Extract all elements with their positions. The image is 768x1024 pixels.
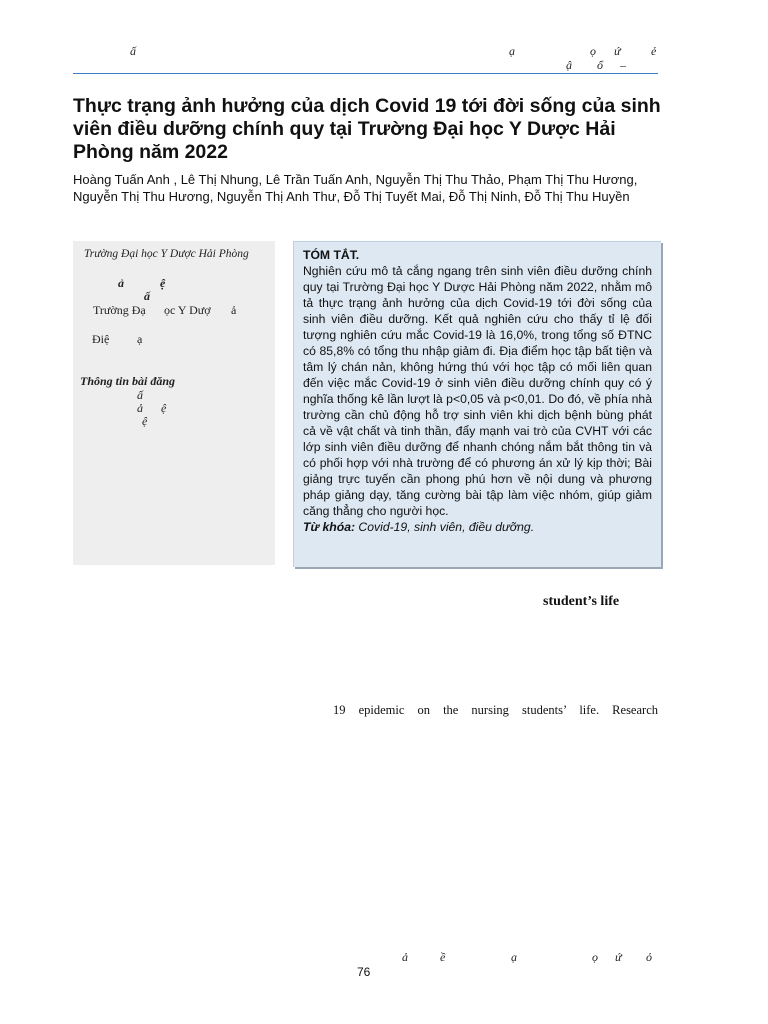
footer-fragment: ọ [592,950,598,964]
sidebar-fragment: ả [137,401,143,415]
keywords [303,519,652,535]
footer-fragment: ả [402,950,408,964]
english-title-fragment: student’s life [543,594,620,609]
sidebar-fragment: ọc Y Dượ [164,303,211,317]
header-fragment: ấ [130,44,136,58]
sidebar-fragment: ấ [144,289,150,303]
header-fragment: ọ [590,44,596,58]
header-fragment: ứ [614,44,621,58]
article-info-panel [73,241,275,565]
footer-fragment: ạ [511,950,517,964]
header-divider [73,73,658,74]
sidebar-fragment: Điệ [92,332,110,346]
abstract-heading: TÓM TẮT. [303,248,360,262]
footer-fragment: ề [440,950,446,964]
sidebar-fragment: ệ [161,401,167,415]
affiliation: Trường Đại học Y Dược Hải Phòng [84,248,249,260]
page-number: 76 [357,965,371,979]
footer-fragment: ỏ [646,950,652,964]
publication-info-label: Thông tin bài đăng [80,374,176,388]
header-fragment: ẻ [651,44,657,58]
english-abstract-fragment: 19 epidemic on the nursing students’ life. Research [333,703,658,717]
header-fragment: – [620,58,626,72]
header-fragment: ậ [566,58,572,72]
author-list: Hoàng Tuấn Anh , Lê Thị Nhung, Lê Trần Tuấn Anh, Nguyễn Thị Thu Thảo, Phạm Thị Thu Hương, Nguyễn Thị Thu Hương, Nguyễn Thị Anh Thư, Đỗ Thị Tuyết Mai, Đỗ Thị Ninh, Đỗ Thị Thu Huyền [73,172,638,204]
keywords-label: Từ khóa: [303,520,356,534]
header-fragment: ạ [509,44,515,58]
sidebar-fragment: ả [118,276,124,290]
article-title: Thực trạng ảnh hưởng của dịch Covid 19 tới đời sống của sinh viên điều dưỡng chính quy tại Trường Đại học Y Dược Hải Phòng năm 2022 [73,95,661,163]
keywords-text: Covid-19, sinh viên, điều dưỡng. [355,520,535,534]
sidebar-fragment: Trường Đạ [93,303,146,317]
abstract-box [293,241,661,567]
footer-fragment: ứ [615,950,622,964]
sidebar-fragment: ạ [137,332,143,346]
sidebar-fragment: ệ [142,414,148,428]
sidebar-fragment: ệ [160,276,166,290]
sidebar-fragment: ấ [137,388,143,402]
header-fragment: ổ [597,58,603,72]
abstract-text: Nghiên cứu mô tả cắng ngang trên sinh viên điều dưỡng chính quy tại Trường Đại học Y Dược Hải Phòng năm 2022, nhằm mô tả thực trạng ảnh hưởng của dịch Covid-19 tới đời sống của sinh viên điều dưỡng. Kết quả nghiên cứu cho thấy tỉ lệ đối tượng nghiên cứu mắc Covid-19 là 16,0%, trong tổng số ĐTNC có 85,8% có tổng thu nhập giảm đi. Địa điểm học tập bất tiện và tâm lý chán nản, không hứng thú với học tập có mối liên quan đến việc mắc Covid-19 ở sinh viên điều dưỡng chính quy có ý nghĩa thống kê lần lượt là p<0,05 và p<0,01. Do đó, về phía nhà trường cần chủ động hỗ trợ sinh viên khi dịch bệnh bùng phát cả về vật chất và tinh thần, đẩy mạnh vai trò của CVHT với các lớp sinh viên điều dưỡng để nhanh chóng nắm bắt thông tin và có phối hợp với nhà trường để có phương án xử lý kịp thời; Bài giảng trực tuyến cần phong phú hơn về nội dung và phương pháp giảng dạy, tăng cường bài tập làm việc nhóm, giúp giảm căng thẳng cho người học. [303,264,652,518]
sidebar-fragment: ả [231,303,237,317]
